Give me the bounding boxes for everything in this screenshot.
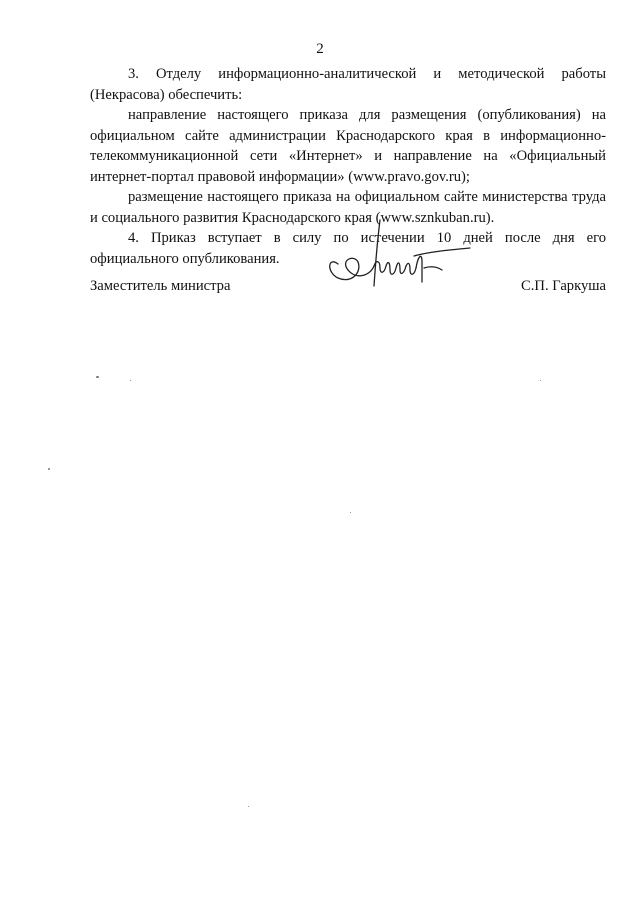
scan-speck xyxy=(130,380,131,381)
signature-row xyxy=(90,276,606,296)
scan-speck xyxy=(48,468,50,470)
signer-name: С.П. Гаркуша xyxy=(521,278,606,294)
paragraph-publication-portal: направление настоящего приказа для размещения (опубликования) на официальном сайте администрации Краснодарского края в информационно-телекоммуникационной сети «Интернет» и направление на «Официальный интернет-портал правовой информации» (www.pravo.gov.ru); xyxy=(90,107,606,185)
scan-speck xyxy=(350,512,351,513)
signer-title: Заместитель министра xyxy=(90,278,231,294)
page-number: 2 xyxy=(316,41,324,57)
paragraph-item-4: 4. Приказ вступает в силу по истечении 10 дней после дня его официального опубликования. xyxy=(90,230,606,267)
scan-speck xyxy=(96,376,99,378)
scan-speck xyxy=(248,806,249,807)
paragraph-item-3: 3. Отделу информационно-аналитической и методической работы (Некрасова) обеспечить: xyxy=(90,66,606,103)
paragraph-publication-ministry-site: размещение настоящего приказа на официальном сайте министерства труда и социального развития Краснодарского края (www.sznkuban.ru). xyxy=(90,189,606,226)
scan-speck xyxy=(540,380,541,381)
